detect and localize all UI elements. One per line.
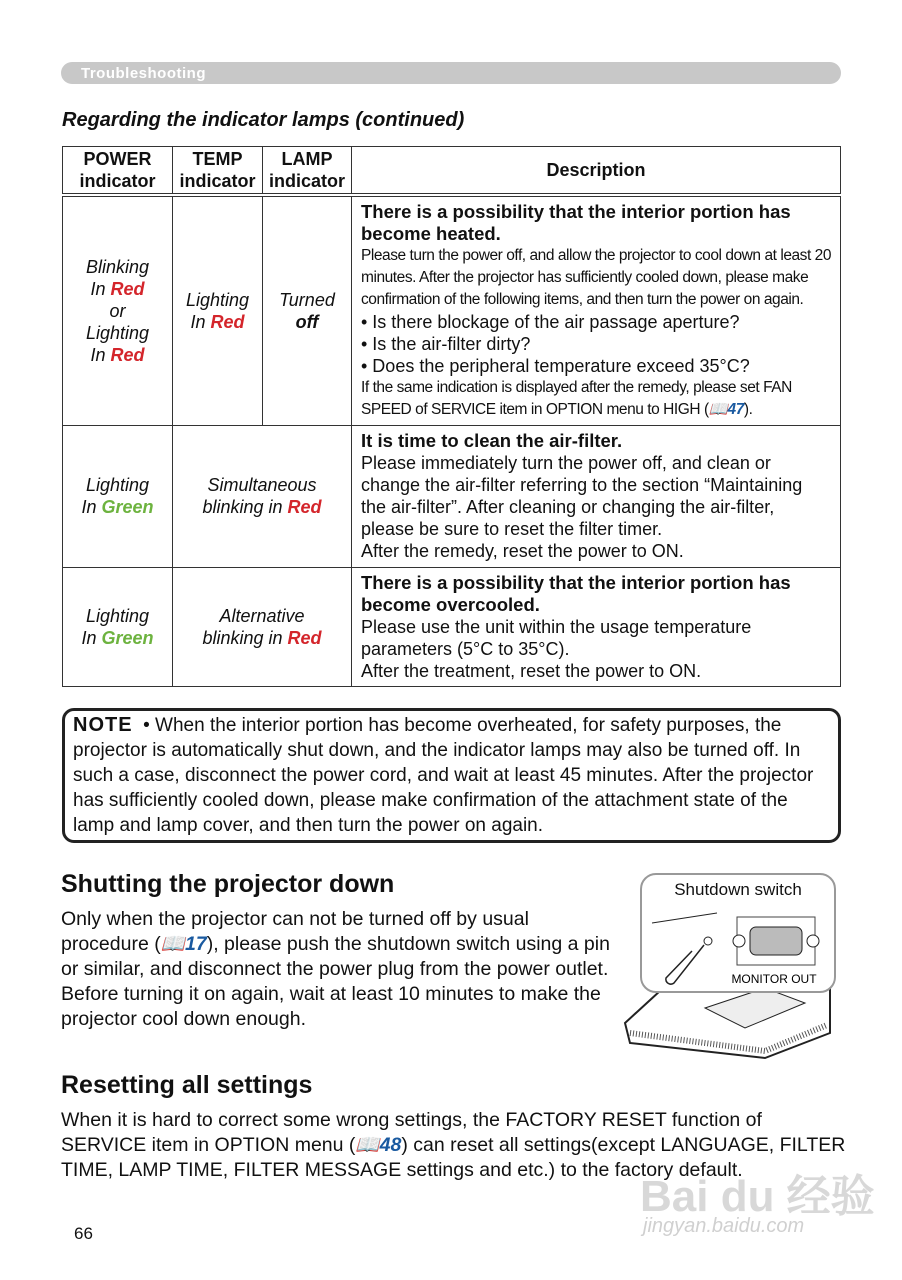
note-text: • When the interior portion has become overheated, for safety purposes, the projector is automatically shut down, and the indicator lamps may also be turned off. In such a case, disconnect the power cord, and wait at least 45 minutes. After the projector has sufficiently cooled down, please make confirmation of the attachment state of the lamp and lamp cover, and then turn the power on again. [73, 715, 814, 836]
header-temp: TEMP indicator [173, 147, 263, 195]
power-cell: Blinking In Red or Lighting In Red [63, 195, 173, 426]
watermark-url: jingyan.baidu.com [643, 1215, 805, 1237]
temp-cell: Lighting In Red [173, 195, 263, 426]
watermark-logo: Bai du 经验 [640, 1172, 875, 1221]
table-header-row [63, 147, 841, 195]
note-label: NOTE [73, 714, 133, 736]
header-lamp: LAMP indicator [263, 147, 352, 195]
shutdown-callout [640, 873, 836, 993]
temp-lamp-cell: Alternative blinking in Red [173, 567, 352, 686]
note-box [62, 708, 841, 843]
subtitle: Regarding the indicator lamps (continued) [62, 109, 465, 131]
manual-ref-link[interactable]: 📖48 [355, 1134, 402, 1156]
description-cell: It is time to clean the air-filter. Please immediately turn the power off, and clean or change the air-filter referring to the section “Maintaining the air-filter”. After cleaning or changing the air-filter, please be sure to reset the filter timer. After the remedy, reset the power to ON. [352, 425, 841, 567]
table-row [63, 425, 841, 567]
manual-ref-link[interactable]: 📖47 [708, 400, 744, 418]
header-power: POWER indicator [63, 147, 173, 195]
table-row [63, 567, 841, 686]
temp-lamp-cell: Simultaneous blinking in Red [173, 425, 352, 567]
power-cell: Lighting In Green [63, 425, 173, 567]
table-row [63, 195, 841, 426]
port-label: MONITOR OUT [731, 972, 817, 986]
lamp-cell: Turned off [263, 195, 352, 426]
page-number: 66 [74, 1224, 93, 1243]
description-cell: There is a possibility that the interior portion has become heated. Please turn the power off, and allow the projector to cool down at least 20 minutes. After the projector has sufficiently cooled down, please make confirmation of the following items, and then turn the power on again. • Is there blockage of the air passage aperture? • Is the air-filter dirty? • Does the peripheral temperature exceed 35°C? If the same indication is displayed after the remedy, please set FAN SPEED of SERVICE item in OPTION menu to HIGH (📖47). [352, 195, 841, 426]
reset-text: When it is hard to correct some wrong settings, the FACTORY RESET function of SERVICE item in OPTION menu (📖48) can reset all settings(except LANGUAGE, FILTER TIME, LAMP TIME, FILTER MESSAGE settings and etc.) to the factory default. [61, 1109, 846, 1181]
power-cell: Lighting In Green [63, 567, 173, 686]
shutdown-switch-icon [642, 903, 834, 991]
description-cell: There is a possibility that the interior portion has become overcooled. Please use the unit within the usage temperature parameters (5°C to 35°C). After the treatment, reset the power to ON. [352, 567, 841, 686]
shutdown-text: Only when the projector can not be turned off by usual procedure (📖17), please push the shutdown switch using a pin or similar, and disconnect the power plug from the power outlet. Before turning it on again, wait at least 10 minutes to make the projector cool down enough. [61, 908, 610, 1030]
manual-ref-link[interactable]: 📖17 [160, 933, 207, 955]
section-header: Troubleshooting [61, 62, 841, 84]
header-description: Description [352, 147, 841, 195]
indicator-table [62, 146, 841, 687]
callout-label: Shutdown switch [674, 880, 802, 899]
reset-heading: Resetting all settings [61, 1071, 313, 1099]
shutdown-heading: Shutting the projector down [61, 870, 395, 898]
